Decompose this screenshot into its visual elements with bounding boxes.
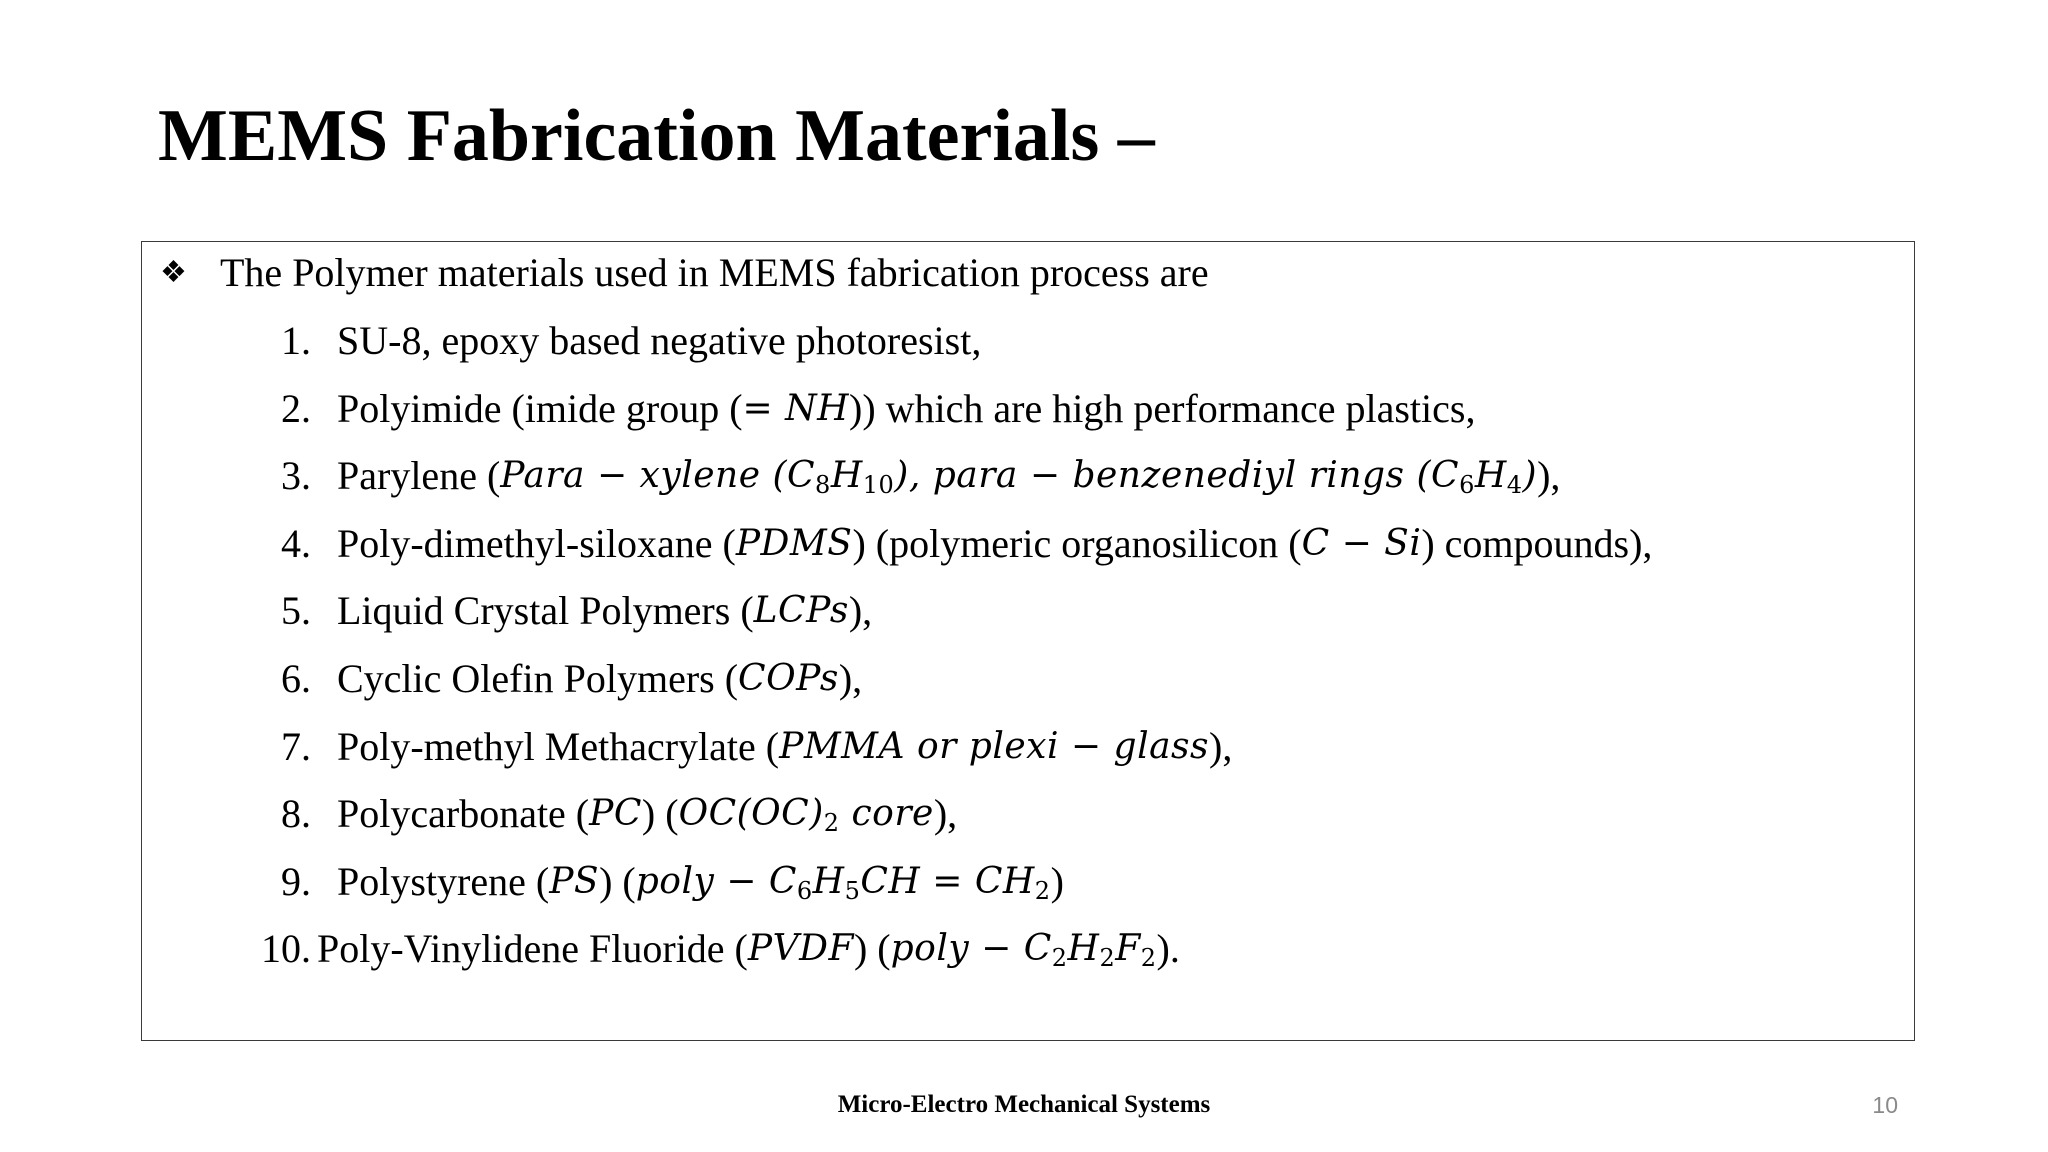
item-text-after: )) which are high performance plastics, [849,385,1476,431]
polymer-list [247,314,1652,990]
item-number: 4. [281,520,311,566]
list-item [247,720,1652,788]
item-text-mid: ) ( [641,791,679,837]
item-text: SU-8, epoxy based negative photoresist, [337,318,982,363]
list-item [247,652,1652,720]
item-number: 3. [281,453,311,499]
item-text: Liquid Crystal Polymers ( [337,588,754,634]
intro-text: The Polymer materials used in MEMS fabrication process are [220,250,1209,295]
list-item [247,855,1652,923]
item-text: Polystyrene ( [337,858,550,904]
item-formula: COPs [738,657,839,699]
item-number: 9. [281,858,311,904]
slide-title: MEMS Fabrication Materials – [158,95,1155,177]
content-box [141,241,1915,1041]
item-formula-2: poly − $C_6H_5CH = CH_2$ [635,860,1051,905]
item-number: 8. [281,791,311,837]
list-item [247,584,1652,652]
item-number: 2. [281,385,311,431]
item-text: Poly-dimethyl-siloxane ( [337,520,736,566]
item-text: Polyimide (imide group ( [337,385,743,431]
list-item [247,517,1652,585]
item-formula-2: poly − $C_2H_2F_2$ [890,928,1157,973]
item-text-mid: ) ( [599,858,636,904]
item-formula: Para − xylene $(C_8H_{10})$, para − benzenediyl rings $(C_6H_4)$ [500,455,1538,500]
item-text-after: ), [933,791,958,837]
diamond-bullet-icon: ❖ [160,256,187,289]
intro-line [160,246,1209,304]
item-text-after: ), [1537,453,1561,499]
item-text: Cyclic Olefin Polymers ( [337,655,739,701]
item-number: 5. [281,588,311,634]
item-text-after: ). [1156,926,1180,972]
item-formula: PMMA or plexi − glass [779,725,1210,767]
item-text-after: ), [1209,723,1233,769]
footer-title: Micro-Electro Mechanical Systems [837,1091,1211,1118]
item-text-after: ) compounds), [1421,520,1653,566]
item-formula: LCPs [753,590,849,632]
list-item [247,787,1652,855]
item-formula: PVDF [747,928,854,970]
item-formula-2: C − Si [1301,522,1422,564]
item-number: 6. [281,655,311,701]
list-item [247,449,1652,517]
item-text: Polycarbonate ( [337,791,590,837]
item-text: Parylene ( [337,453,501,499]
item-formula-2: $OC(OC)_2$ core [678,793,934,838]
item-formula: PDMS [735,522,853,564]
item-text: Poly-methyl Methacrylate ( [337,723,780,769]
item-number: 10. [261,926,311,972]
list-item [247,382,1652,450]
item-text-after: ), [838,655,863,701]
item-text-mid: ) ( [853,926,891,972]
list-item [247,314,1652,382]
item-text-mid: ) (polymeric organosilicon ( [852,520,1302,566]
page-number: 10 [1872,1092,1898,1118]
item-number: 1. [281,318,311,363]
item-text-after: ) [1050,858,1064,904]
item-text-after: ), [848,588,873,634]
item-text: Poly-Vinylidene Fluoride ( [317,926,748,972]
item-formula: PS [549,860,600,902]
list-item [247,922,1652,990]
item-formula: PC [589,793,642,835]
item-formula: = NH [742,387,850,429]
item-number: 7. [281,723,311,769]
